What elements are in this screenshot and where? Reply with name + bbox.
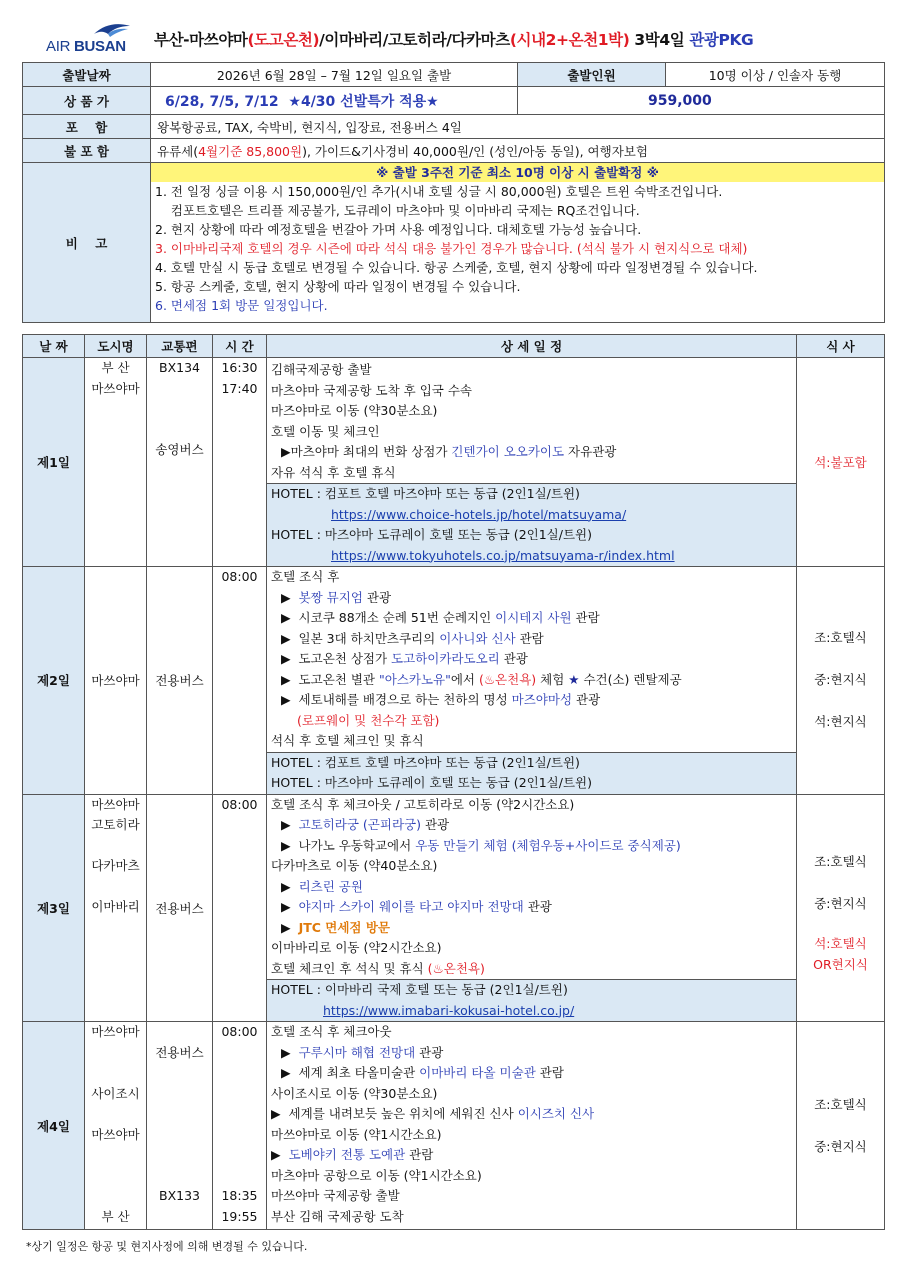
schedule-line bbox=[271, 897, 796, 918]
people-value: 10명 이상 / 인솔자 동행 bbox=[666, 63, 885, 87]
text: ▶ 세계 최초 타올미술관 bbox=[281, 1065, 420, 1080]
transport-cell bbox=[147, 358, 213, 567]
time-value: 18:35 bbox=[221, 1188, 258, 1203]
day2-row bbox=[23, 567, 885, 795]
meal-cell bbox=[797, 794, 885, 1022]
logo-brand: BUSAN bbox=[73, 38, 126, 55]
text: ▶ 도고온천 별관 bbox=[281, 671, 379, 687]
attraction-name: 이마바리 타올 미술관 bbox=[419, 1065, 536, 1080]
attraction-name: 봇짱 뮤지엄 bbox=[298, 589, 363, 605]
text: ▶ bbox=[281, 1044, 299, 1060]
text: 관람 bbox=[535, 1065, 564, 1080]
price-row bbox=[23, 87, 885, 115]
day-label: 제1일 bbox=[23, 358, 85, 567]
hotel-link[interactable]: https://www.tokyuhotels.co.jp/matsuyama-r/index.html bbox=[331, 547, 675, 563]
text: 에서 bbox=[450, 671, 479, 687]
attraction-name: 이사니와 신사 bbox=[439, 630, 516, 646]
note-line: 컴포트호텔은 트리플 제공불가, 도큐레이 마츠야마 및 이마바리 국제는 RQ조건입니다. bbox=[155, 203, 640, 218]
text: ▶ bbox=[281, 817, 299, 832]
city-cell bbox=[85, 1022, 147, 1230]
time-cell bbox=[213, 567, 267, 795]
day-label: 제4일 bbox=[23, 1022, 85, 1230]
title-part: 부산-마쓰야마 bbox=[154, 31, 248, 49]
text: ▶ 도고온천 상점가 bbox=[281, 651, 392, 666]
text: ▶ 세계를 내려보듯 높은 위치에 세워진 신사 bbox=[271, 1106, 518, 1121]
include-value: 왕복항공료, TAX, 숙박비, 현지식, 입장료, 전용버스 4일 bbox=[151, 115, 885, 139]
schedule-line: 마쓰야마 국제공항 출발 bbox=[271, 1188, 400, 1203]
text: ▶ 시코쿠 88개소 순례 51번 순례지인 bbox=[281, 610, 496, 625]
text: ▶마츠야마 최대의 번화 상점가 bbox=[281, 444, 452, 459]
page-header bbox=[22, 18, 884, 60]
text: 관광 bbox=[362, 589, 392, 605]
schedule-line: 김해국제공항 출발 bbox=[271, 362, 372, 377]
schedule-line: 사이조시로 이동 (약30분소요) bbox=[271, 1085, 438, 1101]
schedule-line bbox=[271, 836, 796, 857]
page-title bbox=[154, 28, 753, 50]
notes-label: 비 고 bbox=[23, 163, 151, 323]
detail-cell bbox=[267, 567, 797, 795]
schedule-line bbox=[271, 1043, 796, 1064]
schedule-line: 호텔 조식 후 bbox=[271, 569, 340, 584]
notes-row bbox=[23, 163, 885, 323]
hotel-name: HOTEL : 마즈야마 도큐레이 호텔 또는 동급 (2인1실/트윈) bbox=[271, 527, 592, 542]
city-name: 다카마츠 bbox=[91, 858, 140, 873]
schedule-line: 석식 후 호텔 체크인 및 휴식 bbox=[271, 733, 424, 748]
schedule-line bbox=[271, 815, 796, 836]
hotel-name: HOTEL : 마즈야마 도큐레이 호텔 또는 동급 (2인1실/트윈) bbox=[271, 775, 592, 790]
notes-cell bbox=[151, 163, 885, 323]
schedule-line bbox=[271, 1104, 796, 1125]
text: 관광 bbox=[523, 899, 552, 914]
air-busan-logo bbox=[46, 22, 136, 56]
detail-cell bbox=[267, 358, 797, 567]
city-name: 마쓰야마 bbox=[91, 1024, 140, 1039]
time-value: 19:55 bbox=[221, 1208, 258, 1224]
note-line: 2. 현지 상황에 따라 예정호텔을 번갈아 가며 사용 예정입니다. 대체호텔 가능성 높습니다. bbox=[155, 222, 642, 237]
schedule-line: 마쓰야마로 이동 (약1시간소요) bbox=[271, 1126, 442, 1142]
attraction-name: 리츠린 공원 bbox=[298, 878, 363, 894]
footnote: *상기 일정은 항공 및 현지사정에 의해 변경될 수 있습니다. bbox=[26, 1240, 308, 1253]
attraction-name: 이시즈치 신사 bbox=[517, 1106, 595, 1121]
note-line: 6. 면세점 1회 방문 일정입니다. bbox=[155, 298, 328, 313]
wing-logo-icon bbox=[92, 22, 132, 38]
schedule-line: 부산 김해 국제공항 도착 bbox=[271, 1208, 404, 1224]
price-dates: 6/28, 7/5, 7/12 ★4/30 선발특가 적용★ bbox=[151, 87, 518, 115]
departure-label: 출발날짜 bbox=[23, 63, 151, 87]
day3-row bbox=[23, 794, 885, 1022]
schedule-line bbox=[271, 629, 796, 650]
time-cell bbox=[213, 794, 267, 1022]
departure-row bbox=[23, 63, 885, 87]
meal-cell bbox=[797, 1022, 885, 1230]
text: ▶ 나가노 우동학교에서 bbox=[281, 837, 416, 853]
schedule-table bbox=[22, 334, 885, 1230]
price-label: 상 품 가 bbox=[23, 87, 151, 115]
schedule-line bbox=[271, 1063, 796, 1084]
time-value: 08:00 bbox=[221, 796, 258, 812]
meal-dinner: 석:호텔식 bbox=[814, 935, 867, 951]
text: ▶ bbox=[271, 1147, 289, 1162]
title-part: (시내2+온천1박) bbox=[509, 31, 630, 49]
city-name: 마쓰야마 bbox=[91, 380, 140, 396]
text: 수건(소) 렌탈제공 bbox=[579, 671, 682, 687]
detail-cell bbox=[267, 1022, 797, 1230]
onsen-tag: (♨온천욕) bbox=[478, 671, 537, 687]
time-value: 08:00 bbox=[221, 569, 258, 584]
exclude-label: 불 포 함 bbox=[23, 139, 151, 163]
col-time: 시 간 bbox=[213, 335, 267, 358]
info-table bbox=[22, 62, 885, 323]
schedule-line: 마츠야마 공항으로 이동 (약1시간소요) bbox=[271, 1167, 482, 1183]
people-label: 출발인원 bbox=[518, 63, 666, 87]
city-name: 마쓰야마 bbox=[91, 1126, 140, 1142]
schedule-line bbox=[271, 918, 796, 939]
bus-type: 전용버스 bbox=[155, 1044, 204, 1060]
star-icon: ★ bbox=[568, 671, 580, 687]
text: ▶ 세토내해를 배경으로 하는 천하의 명성 bbox=[281, 692, 512, 707]
flight-number: BX133 bbox=[159, 1188, 200, 1203]
col-city: 도시명 bbox=[85, 335, 147, 358]
schedule-line bbox=[271, 608, 796, 629]
city-name: 고토히라 bbox=[91, 817, 140, 832]
attraction-name: 고토히라궁 (곤피라궁) bbox=[298, 817, 421, 832]
note-line: 1. 전 일정 싱글 이용 시 150,000원/인 추가(시내 호텔 싱글 시 80,000원) 호텔은 트윈 숙박조건입니다. bbox=[155, 184, 723, 199]
title-part: 3박4일 bbox=[629, 31, 690, 49]
text: 호텔 체크인 후 석식 및 휴식 bbox=[271, 960, 428, 976]
exclude-text: ), 가이드&기사경비 40,000원/인 (성인/아동 동일), 여행자보험 bbox=[302, 143, 648, 159]
hotel-name: HOTEL : 이마바리 국제 호텔 또는 동급 (2인1실/트윈) bbox=[271, 982, 568, 997]
city-name: 부 산 bbox=[101, 360, 130, 375]
city-name: 부 산 bbox=[101, 1208, 130, 1224]
include-label: 포 함 bbox=[23, 115, 151, 139]
text: ▶ bbox=[281, 899, 299, 914]
city-name: 마쓰야마 bbox=[91, 796, 140, 812]
hotel-name: HOTEL : 컴포트 호텔 마즈야마 또는 동급 (2인1실/트윈) bbox=[271, 486, 580, 501]
hotel-box bbox=[267, 979, 796, 1021]
text: 관광 bbox=[572, 692, 601, 707]
departure-value: 2026년 6월 28일 – 7월 12일 일요일 출발 bbox=[151, 63, 518, 87]
city-name: 사이조시 bbox=[91, 1085, 140, 1101]
day4-row bbox=[23, 1022, 885, 1230]
attraction-name: 야지마 스카이 웨이를 타고 야지마 전망대 bbox=[298, 899, 524, 914]
meal-lunch: 중:현지식 bbox=[814, 1138, 867, 1154]
meal-breakfast: 조:호텔식 bbox=[814, 630, 867, 646]
schedule-line: 마즈야마로 이동 (약30분소요) bbox=[271, 403, 438, 418]
text: 관람 bbox=[515, 630, 544, 646]
text: 관광 bbox=[415, 1044, 444, 1060]
schedule-line: 호텔 이동 및 체크인 bbox=[271, 423, 380, 439]
exclude-row bbox=[23, 139, 885, 163]
hotel-link[interactable]: https://www.imabari-kokusai-hotel.co.jp/ bbox=[323, 1002, 575, 1018]
schedule-line bbox=[271, 877, 796, 898]
schedule-line: 마츠야마 국제공항 도착 후 입국 수속 bbox=[271, 382, 472, 398]
schedule-line bbox=[271, 1145, 796, 1166]
text: 자유관광 bbox=[564, 444, 617, 459]
schedule-line bbox=[271, 649, 796, 670]
text: ▶ bbox=[281, 589, 299, 605]
meal-cell: 석:불포함 bbox=[797, 358, 885, 567]
schedule-line bbox=[271, 670, 796, 691]
hotel-box bbox=[267, 752, 796, 794]
col-detail: 상 세 일 정 bbox=[267, 335, 797, 358]
text: 체험 bbox=[536, 671, 569, 687]
hotel-link[interactable]: https://www.choice-hotels.jp/hotel/matsuyama/ bbox=[331, 506, 627, 522]
note-line: 4. 호텔 만실 시 동급 호텔로 변경될 수 있습니다. 항공 스케줄, 호텔, 현지 상황에 따라 일정변경될 수 있습니다. bbox=[155, 260, 758, 275]
attraction-name: 우동 만들기 체험 (체험우동+사이드로 중식제공) bbox=[415, 837, 681, 853]
title-part: /이마바리/고토히라/다카마츠 bbox=[319, 31, 510, 49]
transport-cell bbox=[147, 1022, 213, 1230]
attraction-name: 긴텐가이 오오카이도 bbox=[451, 444, 565, 459]
schedule-line: 이마바리로 이동 (약2시간소요) bbox=[271, 940, 442, 955]
attraction-name: 구루시마 해협 전망대 bbox=[298, 1044, 416, 1060]
logo-prefix: AIR bbox=[46, 38, 71, 55]
flight-number: BX134 bbox=[159, 360, 200, 375]
title-part: 관광PKG bbox=[689, 31, 754, 49]
meal-dinner: 석:현지식 bbox=[814, 714, 867, 730]
text: ▶ 일본 3대 하치만츠쿠리의 bbox=[281, 630, 440, 646]
city-name: 이마바리 bbox=[91, 899, 140, 914]
text: 관람 bbox=[405, 1147, 434, 1162]
meal-breakfast: 조:호텔식 bbox=[814, 853, 867, 869]
schedule-header bbox=[23, 335, 885, 358]
text: ▶ bbox=[281, 919, 299, 935]
meal-lunch: 중:현지식 bbox=[814, 672, 867, 688]
day1-row bbox=[23, 358, 885, 567]
schedule-line bbox=[271, 588, 796, 609]
attraction-name: 도베야키 전통 도예관 bbox=[288, 1147, 406, 1162]
hotel-box bbox=[267, 483, 796, 566]
notes-highlight: ※ 출발 3주전 기준 최소 10명 이상 시 출발확정 ※ bbox=[151, 163, 884, 182]
schedule-line: 다카마츠로 이동 (약40분소요) bbox=[271, 858, 438, 873]
price-value: 959,000 bbox=[518, 87, 885, 115]
day-label: 제2일 bbox=[23, 567, 85, 795]
detail-cell bbox=[267, 794, 797, 1022]
time-cell bbox=[213, 358, 267, 567]
text: 관광 bbox=[499, 651, 528, 666]
bus-type: 전용버스 bbox=[147, 567, 213, 795]
onsen-tag: (♨온천욕) bbox=[427, 960, 485, 976]
note-line: 5. 항공 스케줄, 호텔, 현지 상황에 따라 일정이 변경될 수 있습니다. bbox=[155, 279, 521, 294]
schedule-line bbox=[271, 442, 796, 463]
schedule-line: 호텔 조식 후 체크아웃 bbox=[271, 1024, 392, 1039]
attraction-name: "아스카노유" bbox=[378, 671, 451, 687]
schedule-line: (로프웨이 및 천수각 포함) bbox=[297, 712, 440, 728]
time-value: 08:00 bbox=[221, 1024, 258, 1039]
time-cell bbox=[213, 1022, 267, 1230]
time-value: 17:40 bbox=[221, 380, 258, 396]
logo-text bbox=[46, 38, 126, 55]
schedule-line: 자유 석식 후 호텔 휴식 bbox=[271, 464, 396, 480]
meal-cell bbox=[797, 567, 885, 795]
col-date: 날 짜 bbox=[23, 335, 85, 358]
day-label: 제3일 bbox=[23, 794, 85, 1022]
bus-type: 전용버스 bbox=[147, 794, 213, 1022]
schedule-line: 호텔 조식 후 체크아웃 / 고토히라로 이동 (약2시간소요) bbox=[271, 796, 575, 812]
attraction-name: 마즈야마성 bbox=[511, 692, 573, 707]
city-cell bbox=[85, 794, 147, 1022]
include-row bbox=[23, 115, 885, 139]
schedule-line bbox=[271, 690, 796, 711]
time-value: 16:30 bbox=[221, 360, 258, 375]
text: ▶ bbox=[281, 878, 299, 894]
text: 관람 bbox=[571, 610, 600, 625]
hotel-name: HOTEL : 컴포트 호텔 마즈야마 또는 동급 (2인1실/트윈) bbox=[271, 754, 580, 770]
exclude-text: 유류세( bbox=[157, 143, 199, 159]
meal-dinner-alt: OR현지식 bbox=[813, 956, 868, 972]
fuel-surcharge: 4월기준 85,800원 bbox=[198, 143, 303, 159]
note-line: 3. 이마바리국제 호텔의 경우 시즌에 따라 석식 대응 불가인 경우가 많습니다. (석식 불가 시 현지식으로 대체) bbox=[155, 241, 748, 256]
meal-breakfast: 조:호텔식 bbox=[814, 1096, 867, 1112]
city-cell bbox=[85, 358, 147, 567]
bus-type: 송영버스 bbox=[155, 442, 204, 457]
meal-lunch: 중:현지식 bbox=[814, 895, 867, 911]
schedule-line bbox=[271, 959, 796, 980]
city-name: 마쓰야마 bbox=[85, 567, 147, 795]
attraction-name: 도고하이카라도오리 bbox=[391, 651, 500, 666]
title-part: (도고온천) bbox=[247, 31, 320, 49]
duty-free-visit: JTC 면세점 방문 bbox=[298, 919, 390, 935]
exclude-value bbox=[151, 139, 885, 163]
col-transport: 교통편 bbox=[147, 335, 213, 358]
text: 관광 bbox=[420, 817, 450, 832]
attraction-name: 이시테지 사원 bbox=[495, 610, 572, 625]
col-meal: 식 사 bbox=[797, 335, 885, 358]
